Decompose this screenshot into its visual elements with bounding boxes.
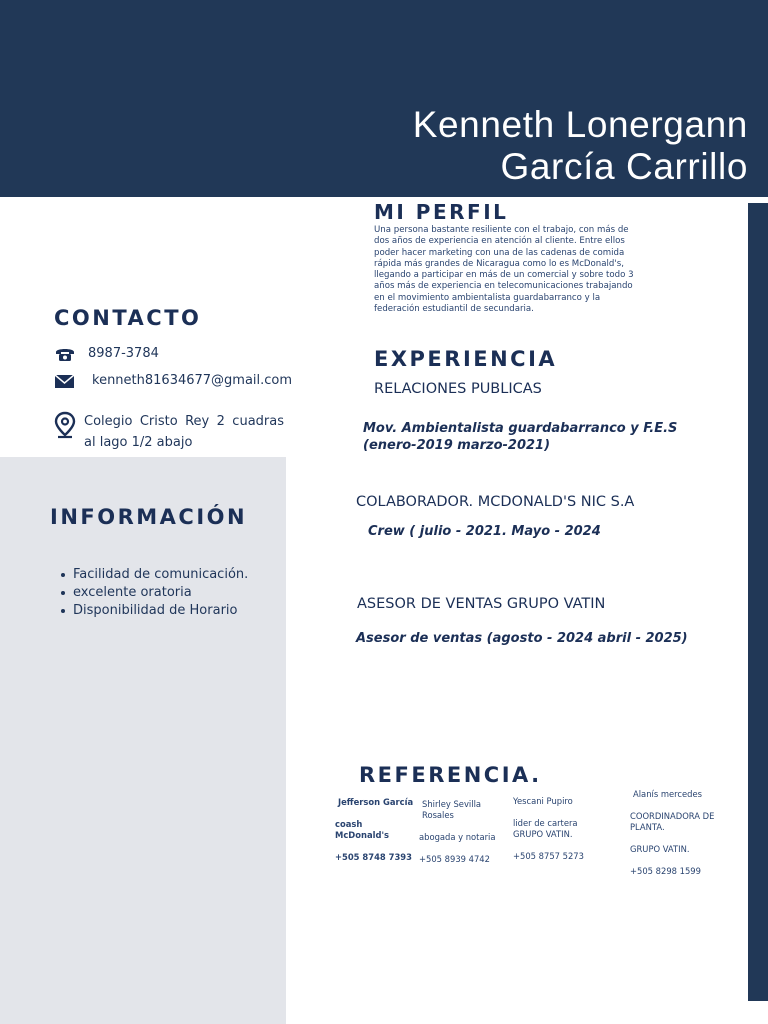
references-title: REFERENCIA.: [359, 763, 542, 787]
contact-address: [54, 411, 290, 453]
reference-3: [513, 796, 603, 862]
name-line-1: Kenneth Lonergann: [412, 104, 748, 145]
reference-name: Yescani Pupiro: [513, 796, 573, 806]
reference-4: [630, 789, 720, 877]
list-item: Disponibilidad de Horario: [73, 602, 248, 620]
job-detail-1-line1: Mov. Ambientalista guardabarranco y F.E.S: [363, 421, 678, 436]
contact-email: [54, 373, 292, 391]
info-list: [73, 566, 248, 620]
job-detail-1-line2: (enero-2019 marzo-2021): [363, 438, 551, 453]
contact-title: CONTACTO: [54, 306, 202, 330]
reference-role: coash McDonald's: [335, 819, 390, 840]
address-text: Colegio Cristo Rey 2 cuadras al lago 1/2 abajo: [84, 414, 284, 450]
envelope-icon: [54, 373, 76, 391]
list-item: Facilidad de comunicación.: [73, 567, 249, 582]
reference-name: Alanís mercedes: [633, 789, 703, 799]
job-title-3: ASESOR DE VENTAS GRUPO VATIN: [357, 596, 606, 612]
profile-text: Una persona bastante resiliente con el trabajo, con más de dos años de experiencia en atención al cliente. Entre ellos poder hacer marketing con una de las cadenas de comida rápida más grandes de Nicaragua como lo es McDonald's, llegando a participar en más de un comercial y sobre todo 3 años más de experiencia en telecomunicaciones trabajando en el movimiento ambientalista guardabarranco y la federación estudiantil de secundaria.: [374, 225, 634, 315]
contact-phone: [54, 346, 159, 364]
job-title-2: COLABORADOR. MCDONALD'S NIC S.A: [356, 494, 635, 510]
info-title: INFORMACIÓN: [50, 505, 248, 529]
email-text[interactable]: kenneth81634677@gmail.com: [92, 373, 293, 388]
reference-1: [335, 797, 415, 863]
reference-phone: +505 8298 1599: [630, 866, 701, 876]
reference-org: GRUPO VATIN.: [630, 844, 690, 854]
location-pin-icon: [54, 411, 76, 441]
job-title-1: RELACIONES PUBLICAS: [374, 381, 542, 397]
reference-role: abogada y notaria: [419, 832, 496, 842]
candidate-name: [413, 104, 748, 188]
left-gray-panel: [0, 457, 286, 1024]
phone-text: 8987-3784: [88, 346, 159, 361]
reference-2: [419, 799, 499, 865]
reference-role: lider de cartera GRUPO VATIN.: [513, 818, 578, 839]
experience-title: EXPERIENCIA: [374, 347, 558, 371]
right-accent-bar: [748, 203, 768, 1001]
reference-name: Jefferson García: [338, 797, 414, 807]
reference-role: COORDINADORA DE PLANTA.: [630, 811, 715, 832]
list-item: excelente oratoria: [73, 584, 248, 602]
job-detail-2: Crew ( julio - 2021. Mayo - 2024: [368, 524, 601, 539]
name-line-2: García Carrillo: [500, 146, 748, 187]
job-detail-1: [363, 420, 677, 454]
reference-phone: +505 8748 7393: [335, 852, 412, 862]
phone-icon: [54, 346, 76, 364]
job-detail-3: Asesor de ventas (agosto - 2024 abril - 2025): [356, 631, 688, 646]
profile-title: MI PERFIL: [374, 200, 509, 224]
reference-name: Shirley Sevilla Rosales: [422, 799, 482, 820]
reference-phone: +505 8757 5273: [513, 851, 584, 861]
reference-phone: +505 8939 4742: [419, 854, 490, 864]
